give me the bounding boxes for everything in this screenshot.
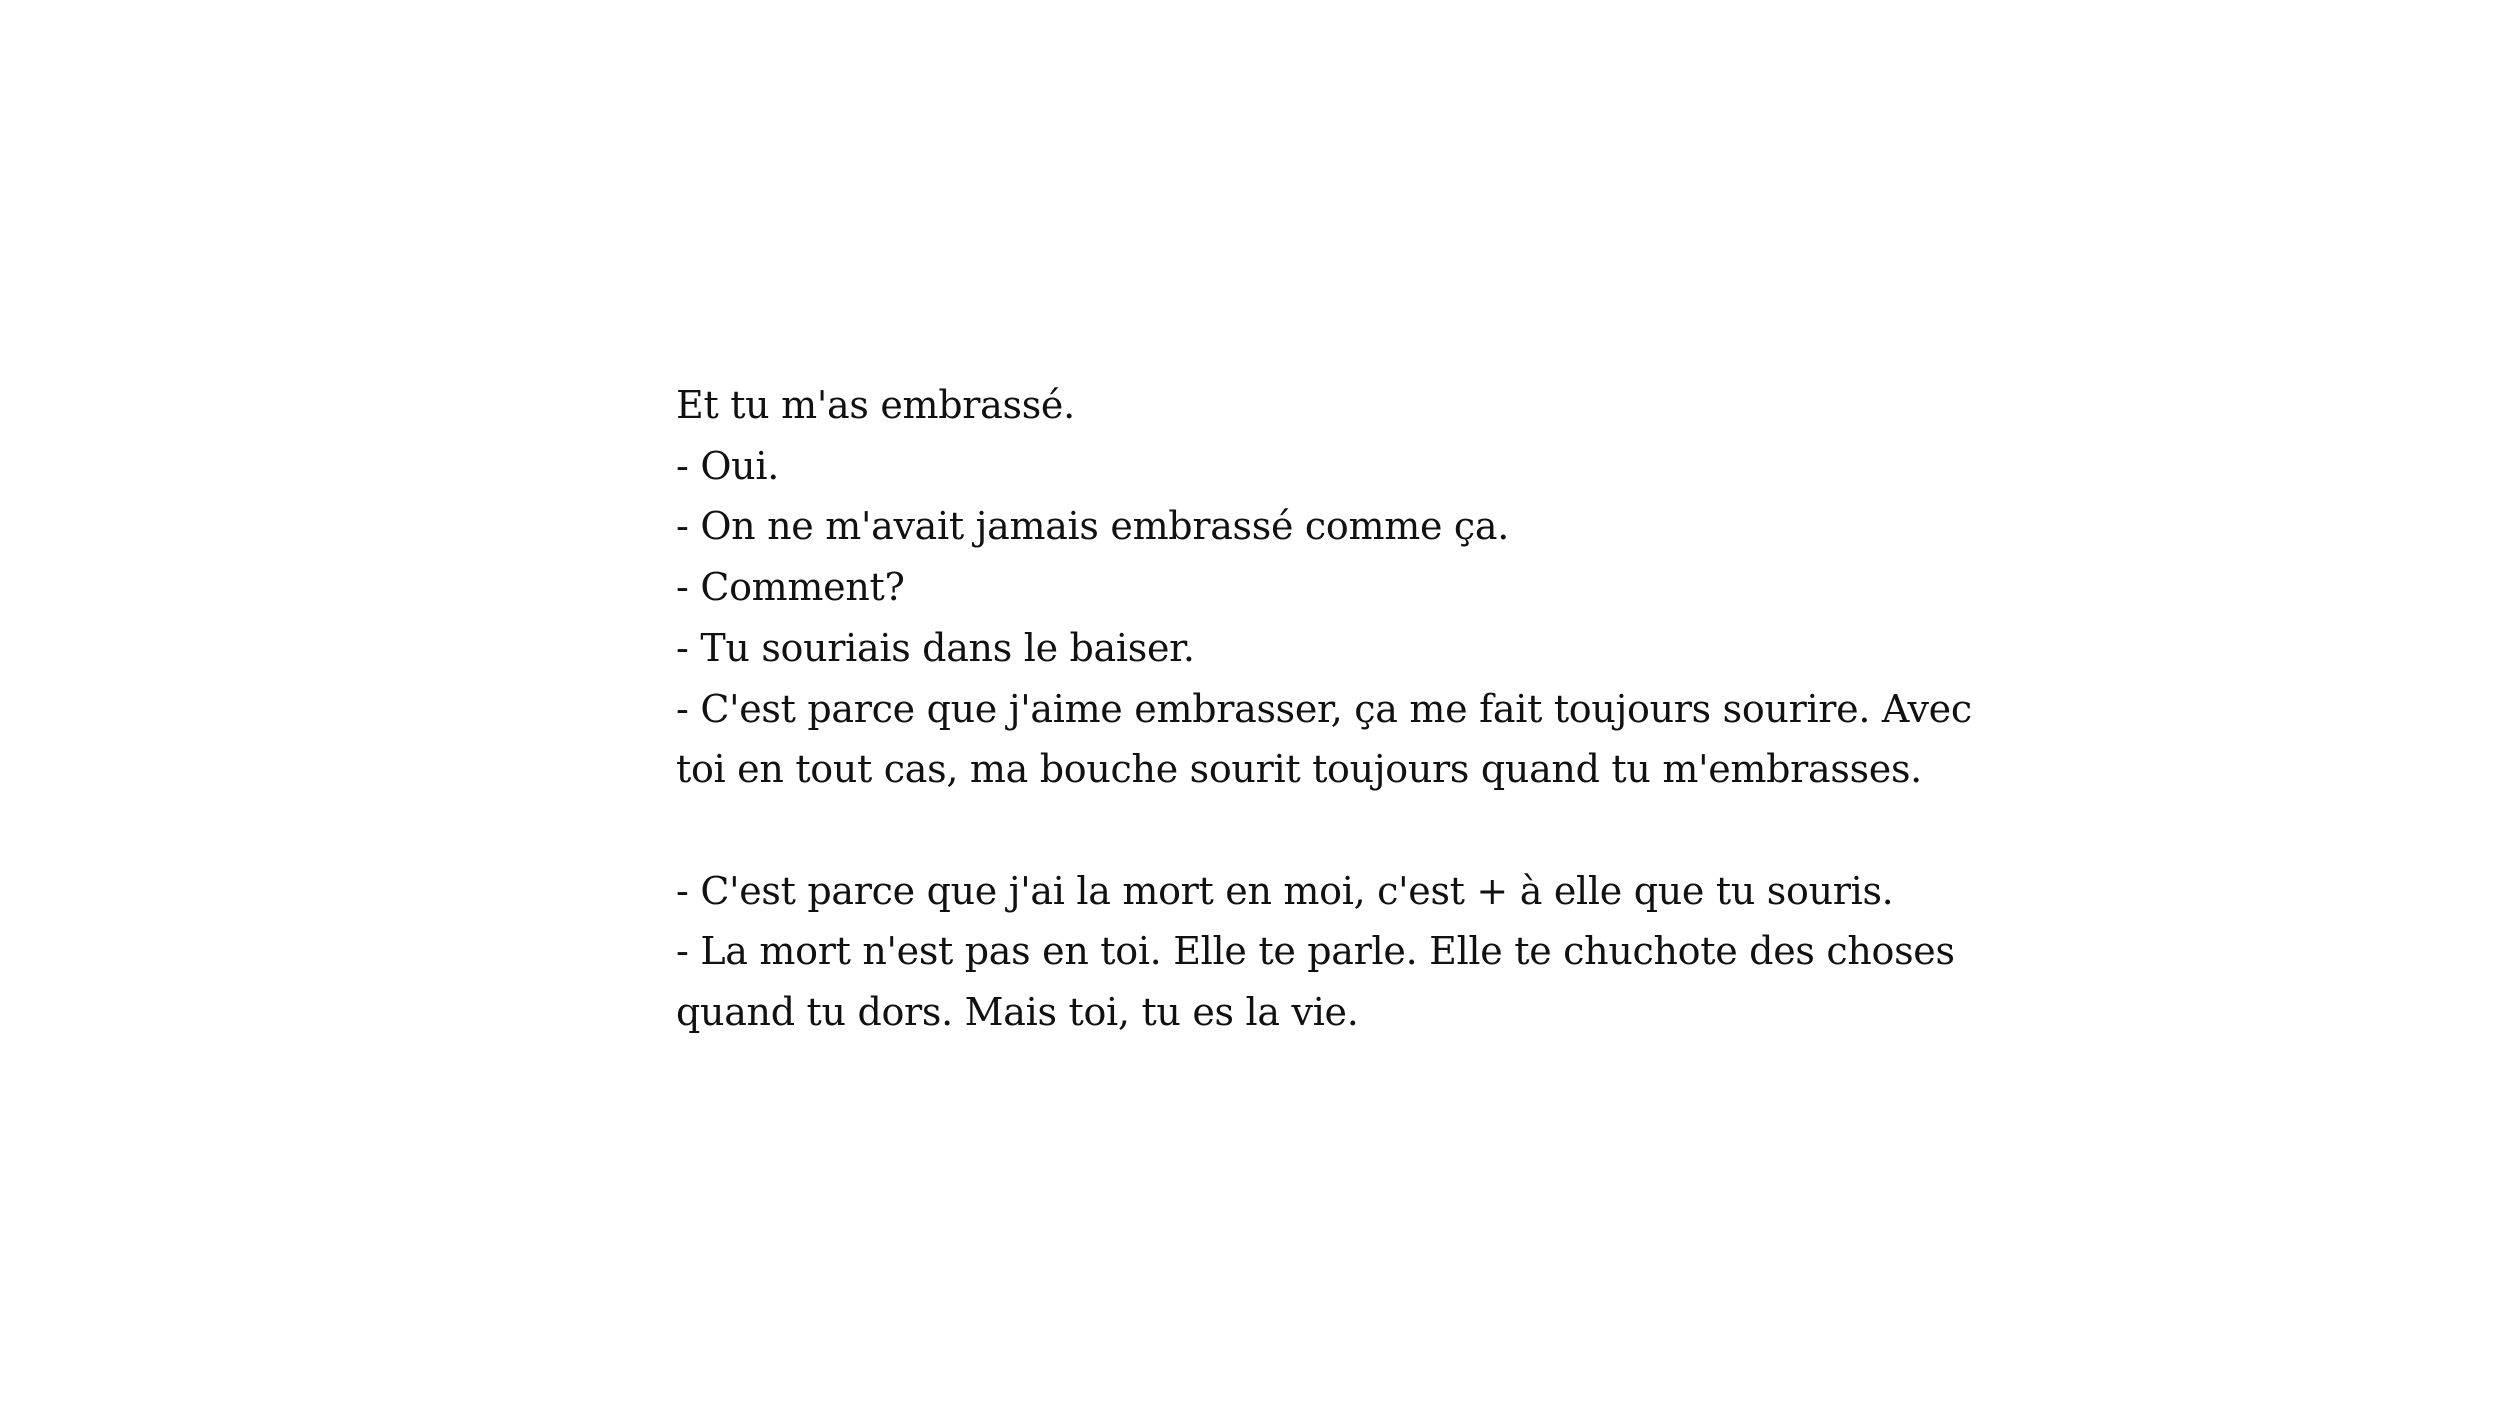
text-line-7: toi en tout cas, ma bouche sourit toujours quand tu m'embrasses. — [676, 747, 1922, 792]
text-line-2: - Oui. — [676, 443, 779, 488]
text-line-10: quand tu dors. Mais toi, tu es la vie. — [676, 990, 1359, 1035]
text-line-1: Et tu m'as embrassé. — [676, 383, 1075, 427]
text-line-3: - On ne m'avait jamais embrassé comme ça. — [676, 504, 1510, 549]
text-line-4: - Comment? — [676, 565, 905, 610]
dialogue-text — [676, 375, 1972, 1043]
paragraph-spacer — [676, 800, 1856, 861]
text-line-8: - C'est parce que j'ai la mort en moi, c'est + à elle que tu souris. — [676, 868, 1894, 913]
text-line-6: - C'est parce que j'aime embrasser, ça me fait toujours sourire. Avec — [676, 686, 1972, 731]
text-line-9: - La mort n'est pas en toi. Elle te parle. Elle te chuchote des choses — [676, 929, 1955, 974]
text-line-5: - Tu souriais dans le baiser. — [676, 625, 1195, 670]
